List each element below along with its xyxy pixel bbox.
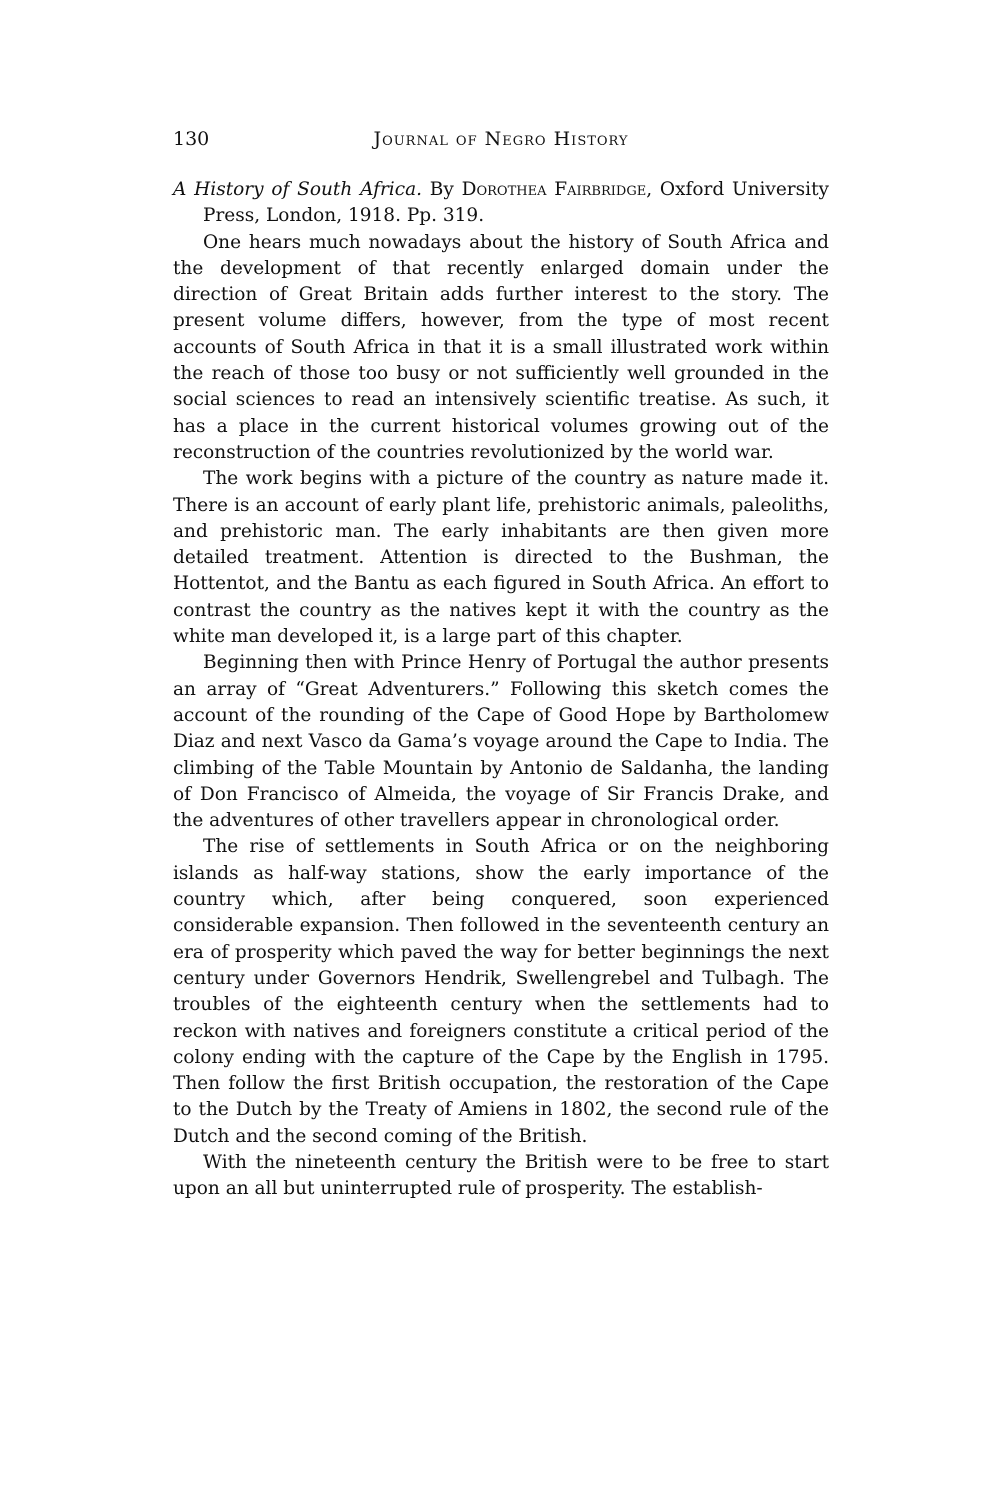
book-citation bbox=[173, 177, 829, 230]
book-author: Dorothea Fairbridge, bbox=[461, 179, 653, 200]
paragraph-1: One hears much nowadays about the history of South Africa and the development of that recently enlarged domain under the direction of Great Britain adds further interest to the story. The present volume differs, however, from the type of most recent accounts of South Africa in that it is a small illustrated work within the reach of those too busy or not sufficiently well grounded in the social sciences to read an intensively scientific treatise. As such, it has a place in the current historical volumes growing out of the reconstruction of the countries revolutionized by the world war. bbox=[173, 231, 829, 463]
review-body bbox=[173, 177, 829, 1203]
by-label: By bbox=[429, 179, 454, 200]
paragraph-4: The rise of settlements in South Africa or on the neighboring islands as half-way stations, show the early importance of the country which, after being conquered, soon experienced considerable expansion. Then followed in the seventeenth century an era of prosperity which paved the way for better beginnings the next century under Governors Hendrik, Swellengrebel and Tulbagh. The troubles of the eighteenth century when the settlements had to reckon with natives and foreigners constitute a critical period of the colony ending with the capture of the Cape by the English in 1795. Then follow the first British occupation, the restoration of the Cape to the Dutch by the Treaty of Amiens in 1802, the second rule of the Dutch and the second coming of the British. bbox=[173, 836, 829, 1147]
page-number: 130 bbox=[173, 128, 210, 150]
running-header bbox=[173, 128, 829, 158]
paragraph-2: The work begins with a picture of the country as nature made it. There is an account of early plant life, prehistoric animals, paleoliths, and prehistoric man. The early inhabitants are then given more detailed treatment. Attention is directed to the Bushman, the Hottentot, and the Bantu as each figured in South Africa. An effort to contrast the country as the natives kept it with the country as the white man developed it, is a large part of this chapter. bbox=[173, 468, 829, 648]
publisher-info: Oxford University Press, London, 1918. Pp. 319. bbox=[203, 179, 829, 227]
book-title: A History of South Africa. bbox=[173, 179, 422, 200]
running-title: Journal of Negro History bbox=[373, 128, 629, 150]
paragraph-3: Beginning then with Prince Henry of Portugal the author presents an array of “Great Adventurers.” Following this sketch comes the account of the rounding of the Cape of Good Hope by Bartholomew Diaz and next Vasco da Gama’s voyage around the Cape to India. The climbing of the Table Mountain by Antonio de Saldanha, the landing of Don Francisco of Almeida, the voyage of Sir Francis Drake, and the adventures of other travellers appear in chronological order. bbox=[173, 652, 829, 832]
paragraph-5: With the nineteenth century the British were to be free to start upon an all but uninterrupted rule of prosperity. The establish- bbox=[173, 1151, 829, 1200]
